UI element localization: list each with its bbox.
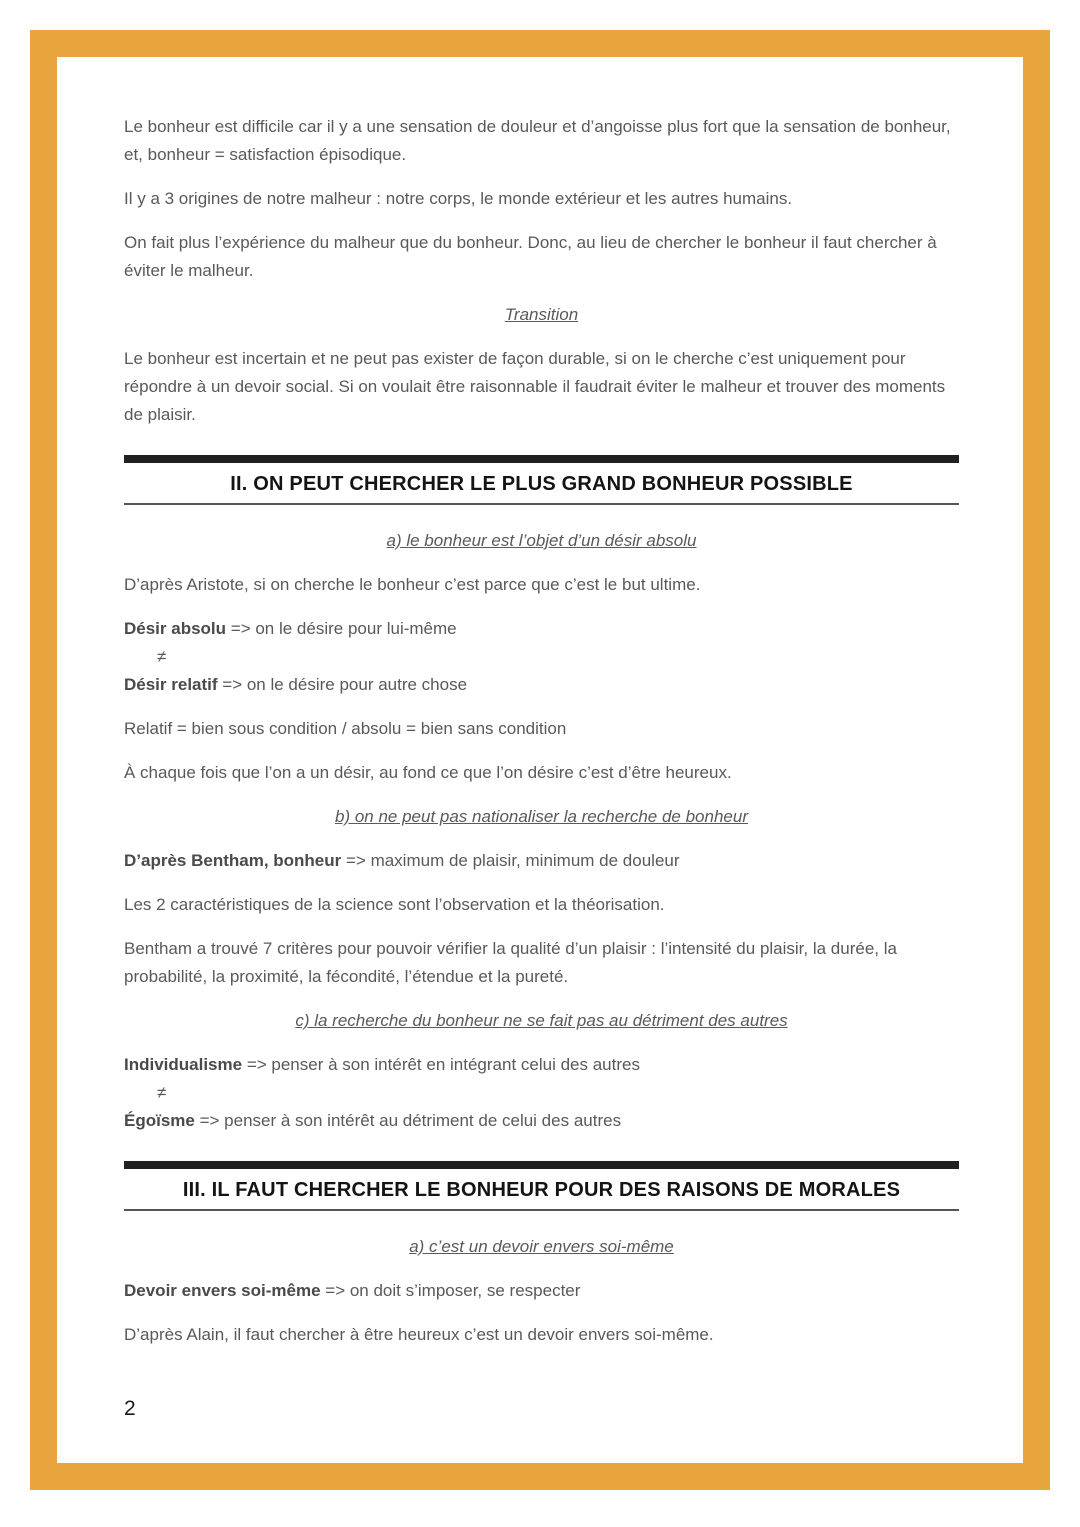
definition-text: => maximum de plaisir, minimum de douleur xyxy=(341,851,680,870)
definition-term: Égoïsme xyxy=(124,1111,195,1130)
definition-term: Individualisme xyxy=(124,1055,243,1074)
definition-block-individualisme xyxy=(124,1051,959,1135)
paragraph-bentham-criteres: Bentham a trouvé 7 critères pour pouvoir vérifier la qualité d’un plaisir : l’intensité du plaisir, la durée, la probabilité, la proximité, la fécondité, l’étendue et la pureté. xyxy=(124,939,897,986)
intro-paragraph-2: Il y a 3 origines de notre malheur : notre corps, le monde extérieur et les autres humains. xyxy=(124,189,793,208)
section-2b-subheading: b) on ne peut pas nationaliser la recherche de bonheur xyxy=(334,807,748,826)
section-top-bar xyxy=(124,1161,959,1169)
section-3-heading-block xyxy=(124,1161,959,1211)
definition-block-bentham xyxy=(124,847,959,875)
definition-line xyxy=(124,847,959,875)
definition-text: => penser à son intérêt au détriment de celui des autres xyxy=(194,1111,622,1130)
section-3-title: III. IL FAUT CHERCHER LE BONHEUR POUR DES RAISONS DE MORALES xyxy=(124,1176,959,1211)
definition-text: => on doit s’imposer, se respecter xyxy=(320,1281,581,1300)
definition-term: Désir relatif xyxy=(124,675,218,694)
definition-line xyxy=(124,615,959,643)
transition-label: Transition xyxy=(504,305,579,324)
section-top-bar xyxy=(124,455,959,463)
definition-term: Devoir envers soi-même xyxy=(124,1281,321,1300)
paragraph-relatif-absolu: Relatif = bien sous condition / absolu = bien sans condition xyxy=(124,719,567,738)
page-border-frame xyxy=(30,30,1050,1490)
page-content xyxy=(57,57,1023,1423)
not-equal-symbol: ≠ xyxy=(157,1083,167,1102)
definition-line xyxy=(124,1277,959,1305)
section-2-heading-block xyxy=(124,455,959,505)
section-2c-subheading: c) la recherche du bonheur ne se fait pas au détriment des autres xyxy=(295,1011,788,1030)
section-3a-subheading: a) c’est un devoir envers soi-même xyxy=(409,1237,674,1256)
definition-block-desir xyxy=(124,615,959,699)
definition-text: => on le désire pour lui-même xyxy=(226,619,457,638)
definition-text: => on le désire pour autre chose xyxy=(217,675,468,694)
intro-paragraph-3: On fait plus l’expérience du malheur que du bonheur. Donc, au lieu de chercher le bonheur il faut chercher à éviter le malheur. xyxy=(124,233,937,280)
paragraph-aristote: D’après Aristote, si on cherche le bonheur c’est parce que c’est le but ultime. xyxy=(124,575,701,594)
definition-block-devoir xyxy=(124,1277,959,1305)
paragraph-alain: D’après Alain, il faut chercher à être heureux c’est un devoir envers soi-même. xyxy=(124,1325,714,1344)
paragraph-science: Les 2 caractéristiques de la science sont l’observation et la théorisation. xyxy=(124,895,665,914)
definition-line xyxy=(124,671,959,699)
paragraph-chaque-fois: À chaque fois que l’on a un désir, au fond ce que l’on désire c’est d’être heureux. xyxy=(124,763,732,782)
definition-text: => penser à son intérêt en intégrant celui des autres xyxy=(242,1055,640,1074)
intro-paragraph-1: Le bonheur est difficile car il y a une sensation de douleur et d’angoisse plus fort que la sensation de bonheur, et, bonheur = satisfaction épisodique. xyxy=(124,117,951,164)
section-2-title: II. ON PEUT CHERCHER LE PLUS GRAND BONHEUR POSSIBLE xyxy=(124,470,959,505)
definition-term: Désir absolu xyxy=(124,619,227,638)
page-number: 2 xyxy=(124,1397,136,1420)
section-2a-subheading: a) le bonheur est l’objet d’un désir absolu xyxy=(386,531,697,550)
definition-term: D’après Bentham, bonheur xyxy=(124,851,342,870)
intro-paragraph-4: Le bonheur est incertain et ne peut pas exister de façon durable, si on le cherche c’est uniquement pour répondre à un devoir social. Si on voulait être raisonnable il faudrait éviter le malheur et trouver des moments de plaisir. xyxy=(124,349,946,424)
definition-line xyxy=(124,1107,959,1135)
not-equal-symbol: ≠ xyxy=(157,647,167,666)
definition-line xyxy=(124,1051,959,1079)
